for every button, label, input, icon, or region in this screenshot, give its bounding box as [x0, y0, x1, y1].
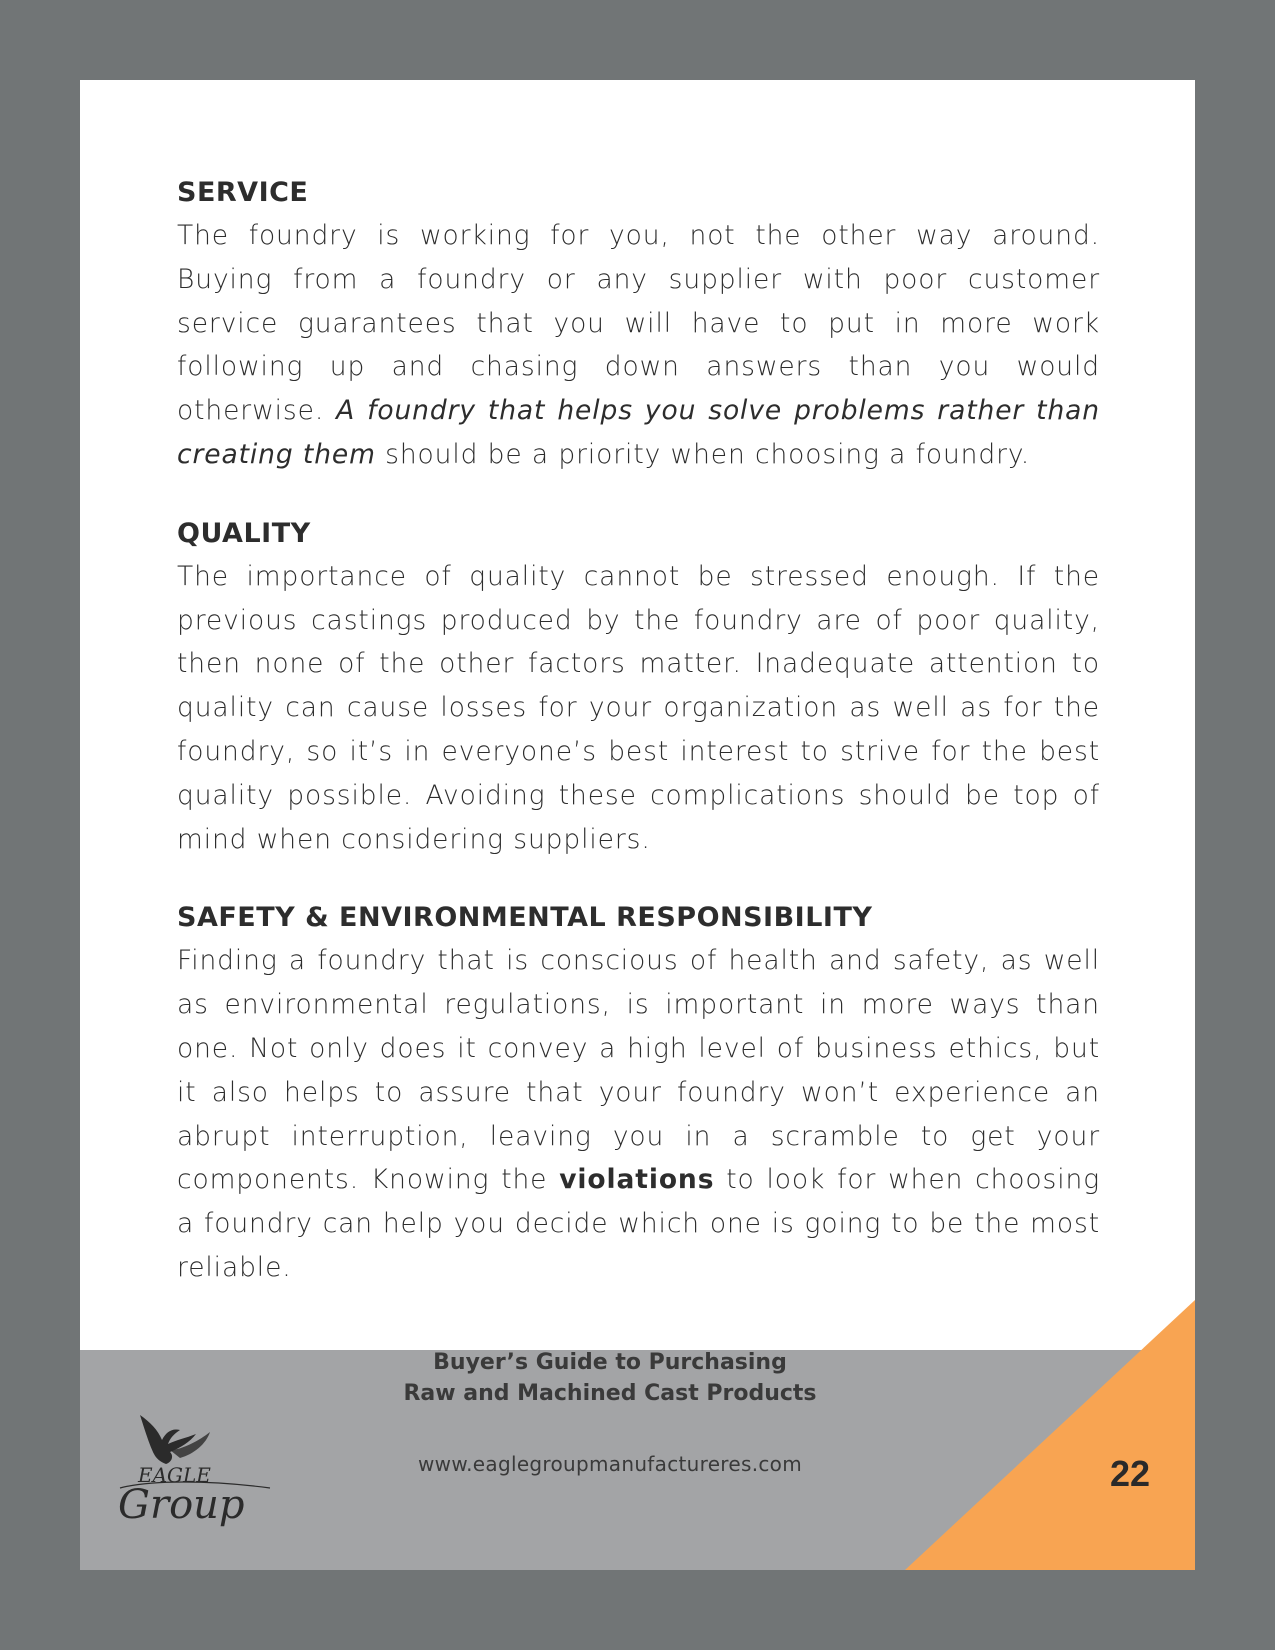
document-page: [80, 80, 1195, 1570]
guide-title: [390, 1347, 830, 1409]
logo-text-group: Group: [118, 1482, 245, 1528]
text-run: Finding a foundry that is conscious of health and safety, as well as environmental regulations, is important in more ways than one. Not only does it convey a high level of business ethics, but it also helps to assure that your foundry won’t experience an abrupt interruption, leaving you in a scramble to get your components. Knowing the: [177, 945, 1100, 1196]
text-run: The foundry is working for you, not the other way around. Buying from a foundry or any supplier with poor customer service guarantees that you will have to put in more work following up and chasing down answers than you would otherwise.: [177, 220, 1100, 427]
bold-text-run: violations: [559, 1164, 715, 1196]
text-run: should be a priority when choosing a foundry.: [375, 438, 1031, 470]
accent-triangle: [905, 1300, 1195, 1570]
section-safety: [177, 897, 1100, 1289]
section-paragraph: [177, 214, 1100, 477]
section-heading: QUALITY: [177, 517, 311, 549]
section-paragraph: [177, 555, 1100, 862]
italic-text-run: A foundry that helps you solve problems rather than creating them: [177, 395, 1100, 470]
logo-text-eagle: EAGLE: [138, 1463, 211, 1487]
text-run: The importance of quality cannot be stressed enough. If the previous castings produced by the foundry are of poor quality, then none of the other factors matter. Inadequate attention to quality can cause losses for your organization as well as for the foundry, so it’s in everyone’s best interest to strive for the best quality possible. Avoiding these complications should be top of mind when considering suppliers.: [177, 560, 1100, 855]
section-service: [177, 172, 1100, 477]
section-paragraph: [177, 939, 1100, 1289]
guide-title-line: Raw and Machined Cast Products: [403, 1381, 817, 1406]
guide-title-line: Buyer’s Guide to Purchasing: [433, 1350, 787, 1375]
section-heading: SERVICE: [177, 177, 309, 208]
eagle-group-logo: [110, 1410, 280, 1550]
page-content: [177, 172, 1100, 1326]
section-quality: [177, 513, 1100, 862]
section-heading: SAFETY & ENVIRONMENTAL RESPONSIBILITY: [177, 902, 873, 934]
text-run: to look for when choosing a foundry can help you decide which one is going to be the most reliable.: [177, 1164, 1100, 1283]
website-url: www.eaglegroupmanufactureres.com: [418, 1452, 802, 1476]
page-number: 22: [1109, 1453, 1150, 1494]
eagle-icon: [140, 1415, 210, 1464]
